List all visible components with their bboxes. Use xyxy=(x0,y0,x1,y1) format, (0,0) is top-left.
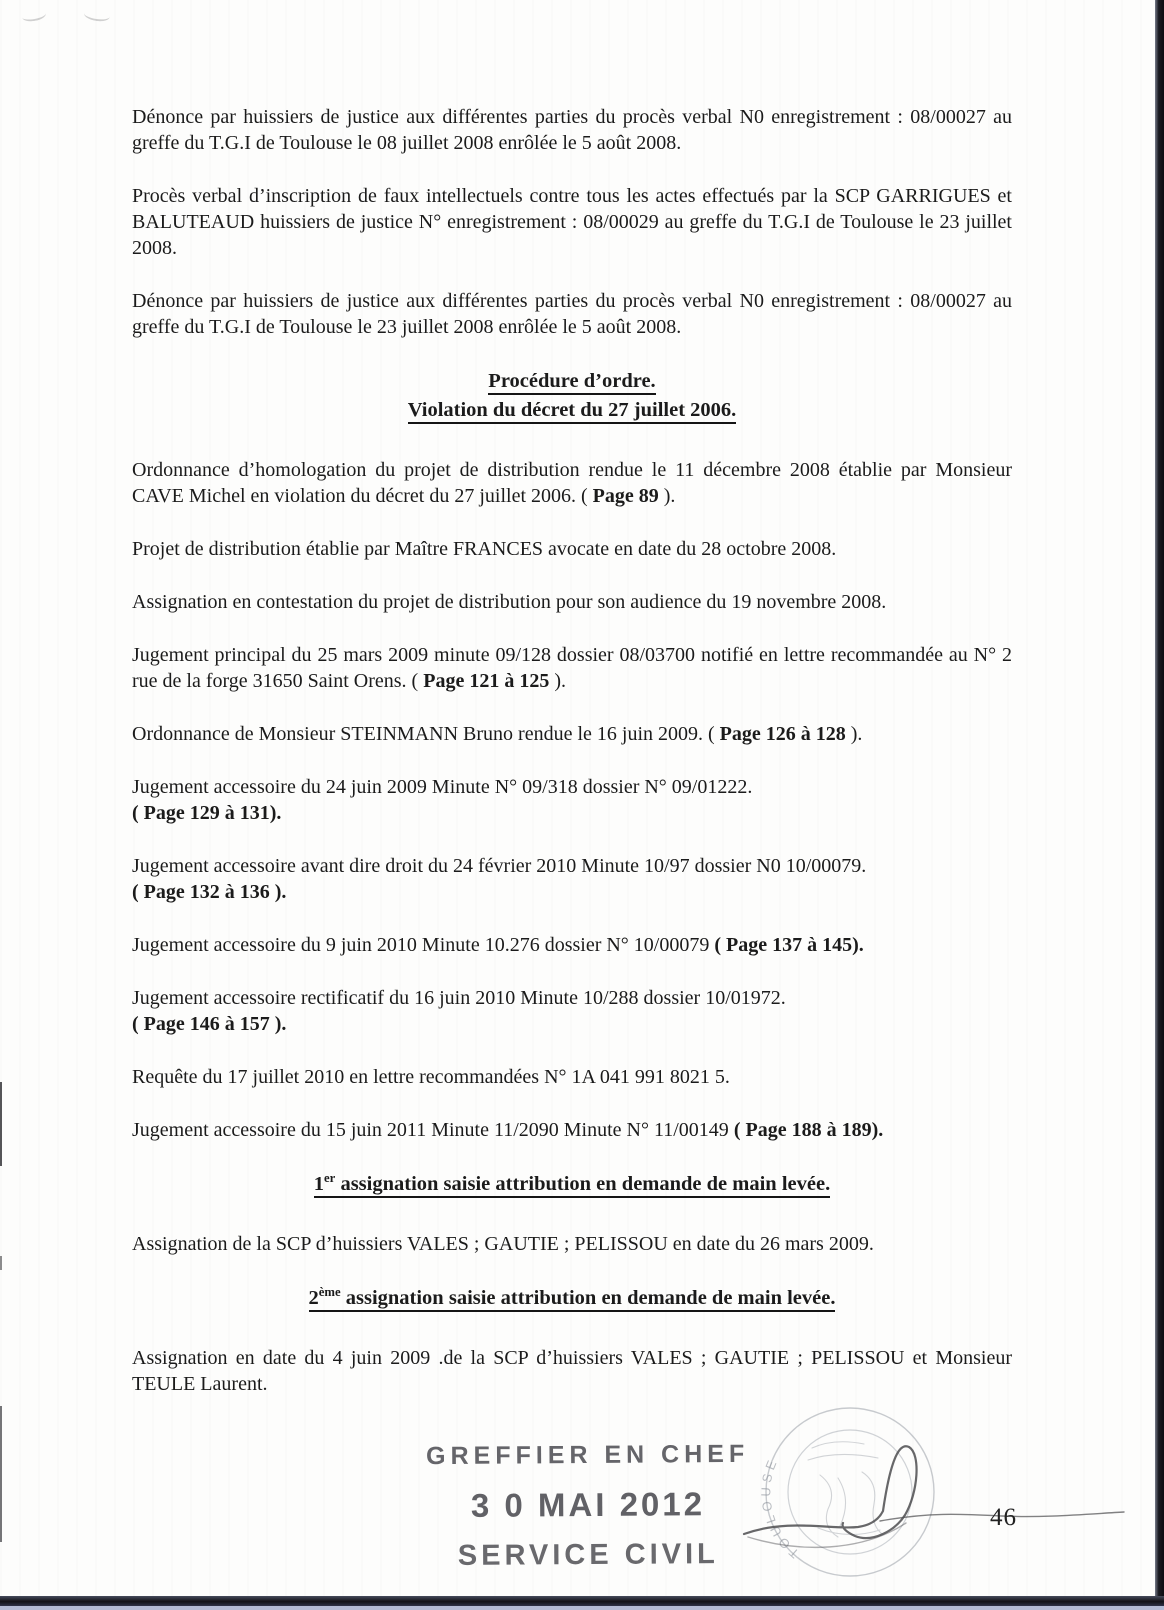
section-heading: 2ème assignation saisie attribution en demande de main levée. xyxy=(132,1284,1012,1313)
scan-left-edge-mark-2 xyxy=(0,1256,2,1270)
signature xyxy=(744,1446,1124,1547)
paragraph: Procès verbal d’inscription de faux intellectuels contre tous les actes effectués par la SCP GARRIGUES et BALUTEAUD huissiers de justice N° enregistrement : 08/00029 au greffe du T.G.I de Toulouse le 23 juillet 2008. xyxy=(132,185,1012,259)
seal-ring-text: TOULOUSE xyxy=(758,1454,802,1562)
paragraph: Dénonce par huissiers de justice aux différentes parties du procès verbal N0 enregistrement : 08/00027 au greffe du T.G.I de Toulouse le 23 juillet 2008 enrôlée le 5 août 2008. xyxy=(132,290,1012,338)
paragraph: Jugement principal du 25 mars 2009 minute 09/128 dossier 08/03700 notifié en lettre recommandée au N° 2 rue de la forge 31650 Saint Orens. ( Page 121 à 125 ). xyxy=(132,644,1012,692)
section-heading: Procédure d’ordre. Violation du décret du 27 juillet 2006. xyxy=(132,367,1012,425)
page-number: 46 xyxy=(990,1504,1017,1531)
pencil-mark-2 xyxy=(83,7,110,23)
paragraph: Jugement accessoire avant dire droit du 24 février 2010 Minute 10/97 dossier N0 10/00079. ( Page 132 à 136 ). xyxy=(132,855,867,903)
pencil-mark-1 xyxy=(21,8,47,23)
paragraph: Assignation en contestation du projet de distribution pour son audience du 19 novembre 2008. xyxy=(132,591,887,613)
paragraph: Jugement accessoire rectificatif du 16 juin 2010 Minute 10/288 dossier 10/01972. ( Page 146 à 157 ). xyxy=(132,987,786,1035)
section-heading: 1er assignation saisie attribution en demande de main levée. xyxy=(132,1170,1012,1199)
paragraph: Jugement accessoire du 24 juin 2009 Minute N° 09/318 dossier N° 09/01222. ( Page 129 à 131). xyxy=(132,776,753,824)
paragraph: Requête du 17 juillet 2010 en lettre recommandées N° 1A 041 991 8021 5. xyxy=(132,1066,730,1088)
document-body xyxy=(132,104,1012,1424)
paragraph: Assignation de la SCP d’huissiers VALES ; GAUTIE ; PELISSOU en date du 26 mars 2009. xyxy=(132,1233,874,1255)
paragraph: Ordonnance d’homologation du projet de distribution rendue le 11 décembre 2008 établie par Monsieur CAVE Michel en violation du décret du 27 juillet 2006. ( Page 89 ). xyxy=(132,459,1012,507)
scan-edge-bottom xyxy=(0,1596,1164,1606)
paragraph: Ordonnance de Monsieur STEINMANN Bruno rendue le 16 juin 2009. ( Page 126 à 128 ). xyxy=(132,723,863,745)
paragraph: Jugement accessoire du 9 juin 2010 Minute 10.276 dossier N° 10/00079 ( Page 137 à 145). xyxy=(132,934,864,956)
scan-left-edge-mark-1 xyxy=(0,1082,2,1166)
stamp-title: GREFFIER EN CHEF xyxy=(425,1439,750,1471)
paragraph: Dénonce par huissiers de justice aux différentes parties du procès verbal N0 enregistrement : 08/00027 au greffe du T.G.I de Toulouse le 08 juillet 2008 enrôlée le 5 août 2008. xyxy=(132,106,1012,154)
scan-edge-bottom-strip xyxy=(0,1606,1164,1610)
paragraph: Projet de distribution établie par Maître FRANCES avocate en date du 28 octobre 2008. xyxy=(132,538,837,560)
greffier-stamp xyxy=(388,1440,789,1574)
scan-edge-right xyxy=(1155,0,1164,1610)
paragraph: Assignation en date du 4 juin 2009 .de la SCP d’huissiers VALES ; GAUTIE ; PELISSOU et Monsieur TEULE Laurent. xyxy=(132,1347,1012,1395)
scan-left-edge-mark-3 xyxy=(0,1406,2,1542)
stamp-service: SERVICE CIVIL xyxy=(457,1538,719,1572)
paragraph: Jugement accessoire du 15 juin 2011 Minute 11/2090 Minute N° 11/00149 ( Page 188 à 189). xyxy=(132,1119,884,1141)
stamp-date: 3 0 MAI 2012 xyxy=(470,1485,706,1524)
